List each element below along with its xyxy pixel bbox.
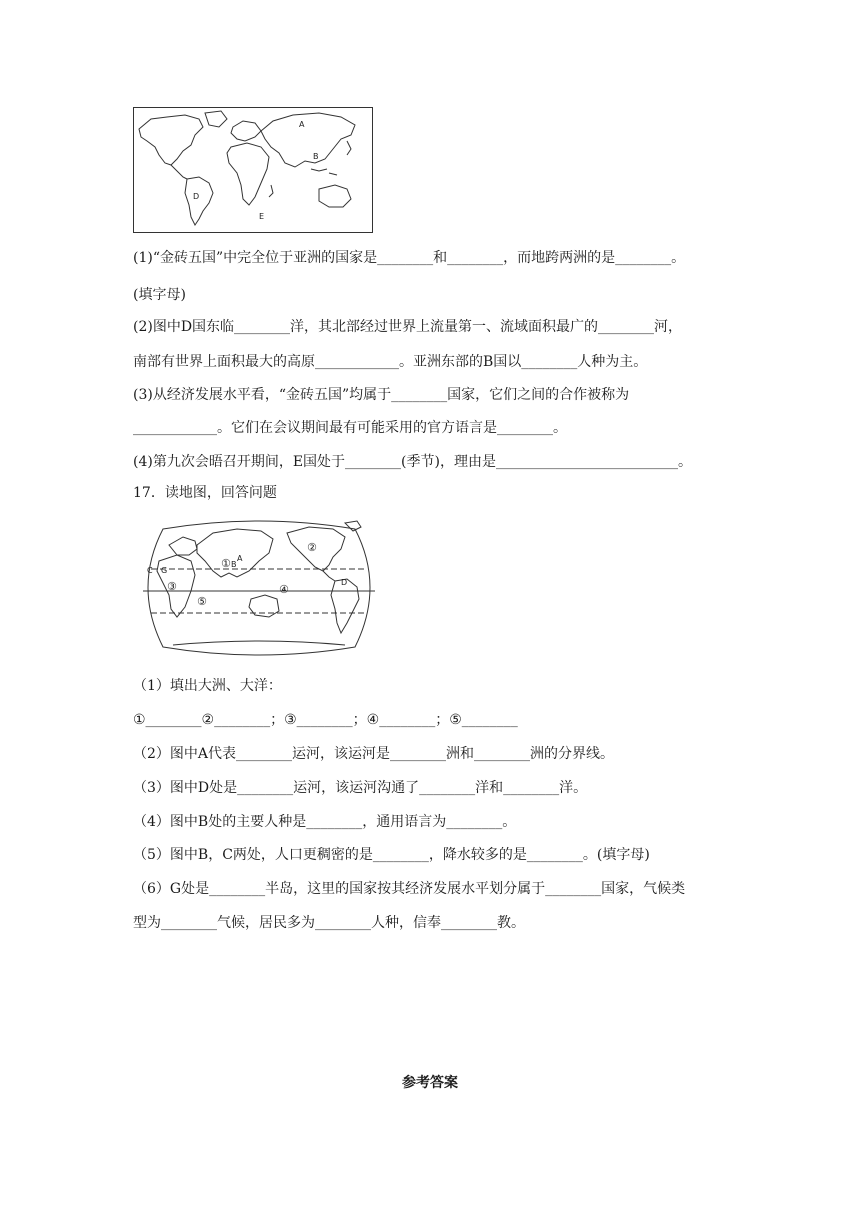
q16-line-6: ____________。它们在会议期间最有可能采用的官方语言是________。 bbox=[133, 420, 567, 436]
map-label-4: ④ bbox=[279, 583, 289, 596]
map-label-3: ③ bbox=[167, 580, 177, 593]
q16-line-5: (3)从经济发展水平看，“金砖五国”均属于________国家，它们之间的合作被称为 bbox=[133, 387, 630, 403]
map-label-5: ⑤ bbox=[197, 595, 207, 608]
answers-title: 参考答案 bbox=[402, 1075, 458, 1091]
q16-line-1: (1)“金砖五国”中完全位于亚洲的国家是________和________，而地跨两洲的是________。 bbox=[133, 250, 686, 266]
map-label-2: ② bbox=[307, 541, 317, 554]
q17-line-1: （1）填出大洲、大洋： bbox=[133, 678, 282, 694]
map-label-a: A bbox=[237, 554, 243, 563]
q16-line-2: (填字母) bbox=[133, 287, 186, 303]
map-label-d: D bbox=[193, 192, 200, 201]
map-label-e: E bbox=[259, 212, 265, 221]
map-label-b: B bbox=[231, 560, 237, 569]
q16-line-4: 南部有世界上面积最大的高原____________。亚洲东部的B国以________人种为主。 bbox=[133, 354, 648, 370]
map-label-1: ① bbox=[221, 557, 231, 570]
q17-heading: 17．读地图，回答问题 bbox=[133, 485, 277, 501]
q17-line-5: （4）图中B处的主要人种是________，通用语言为________。 bbox=[133, 814, 517, 830]
q17-line-2: ①________②________；③________；④________；⑤________ bbox=[133, 712, 518, 728]
map-label-g: G bbox=[161, 566, 168, 575]
map-label-b: B bbox=[313, 152, 319, 161]
q17-line-4: （3）图中D处是________运河，该运河沟通了________洋和________洋。 bbox=[133, 780, 588, 796]
map-label-d: D bbox=[341, 578, 348, 587]
q17-line-3: （2）图中A代表________运河，该运河是________洲和________洲的分界线。 bbox=[133, 746, 615, 762]
map-label-a: A bbox=[299, 120, 305, 129]
q17-line-6: （5）图中B，C两处，人口更稠密的是________，降水较多的是________。(填字母) bbox=[133, 847, 650, 863]
q16-line-3: (2)图中D国东临________洋，其北部经过世界上流量第一、流域面积最广的________河， bbox=[133, 319, 683, 335]
q16-line-7: (4)第九次会晤召开期间，E国处于________(季节)，理由是__________________________。 bbox=[133, 454, 692, 470]
map-label-c: C bbox=[147, 566, 153, 575]
world-map-q17 bbox=[133, 517, 385, 659]
q17-line-8: 型为________气候，居民多为________人种，信奉________教。 bbox=[133, 915, 525, 931]
q17-line-7: （6）G处是________半岛，这里的国家按其经济发展水平划分属于________国家，气候类 bbox=[133, 881, 686, 897]
world-map-q16 bbox=[133, 107, 373, 233]
